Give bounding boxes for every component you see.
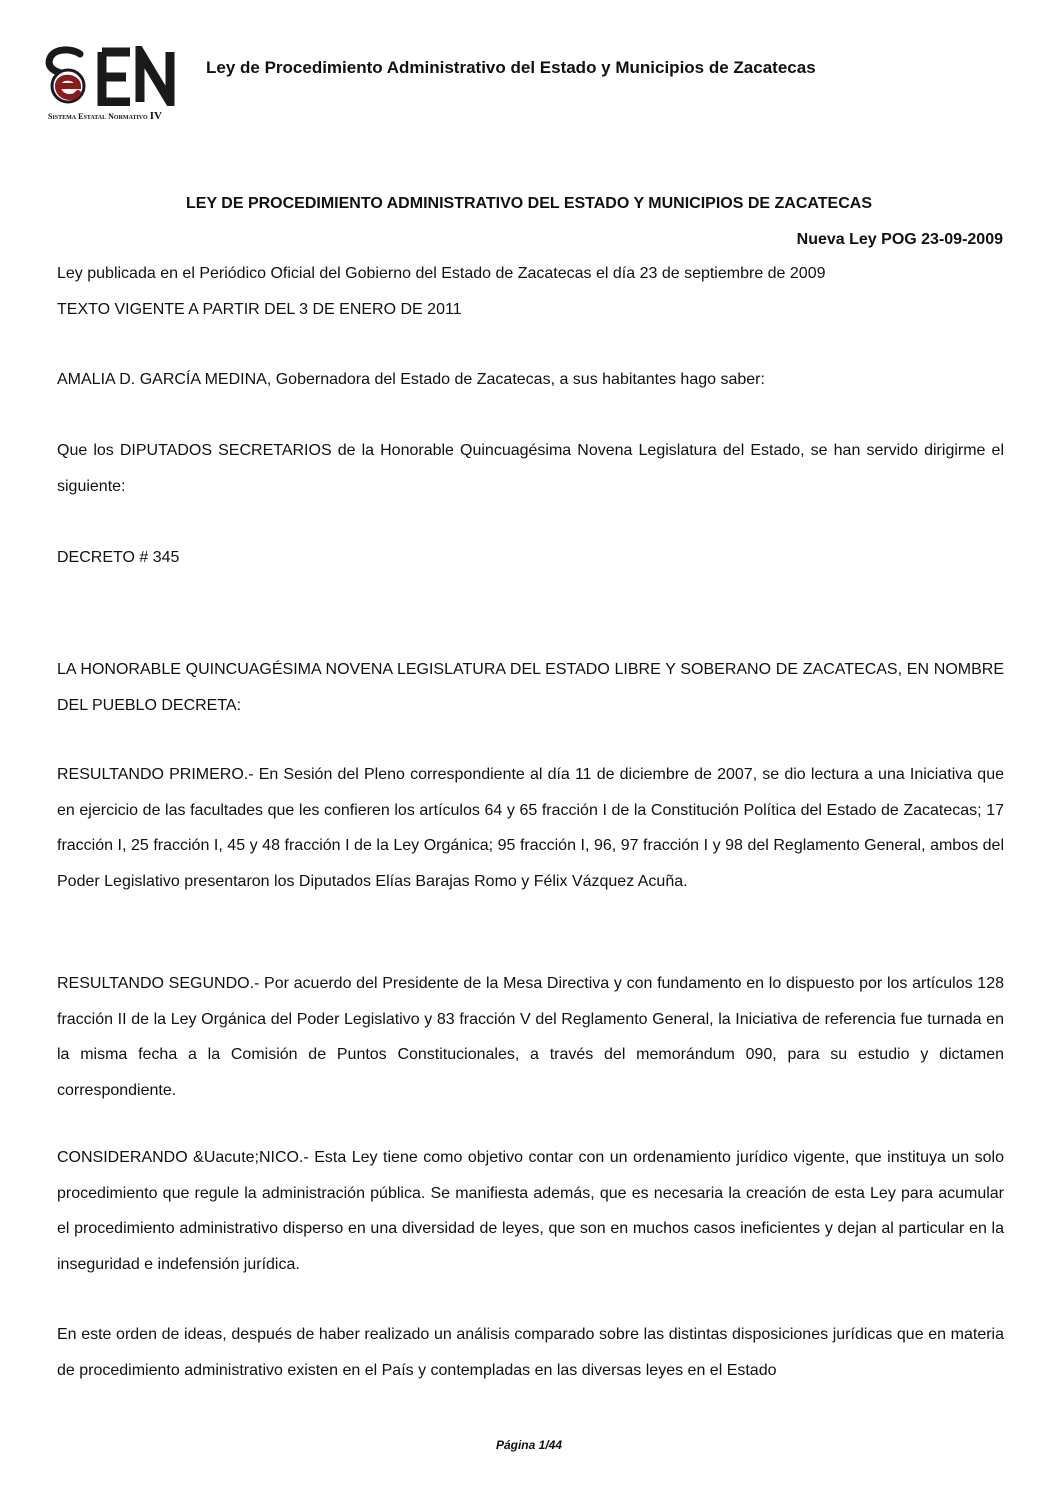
logo-caption-text: Sistema Estatal Normativo xyxy=(48,112,148,121)
decree-number: DECRETO # 345 xyxy=(57,549,180,566)
orden-ideas-paragraph: En este orden de ideas, después de haber realizado un análisis comparado sobre las distintas disposiciones jurídicas que en materia de procedimiento administrativo existen en el País y contempladas en las diversas leyes en el Estado xyxy=(57,1326,1004,1379)
page-number: Página 1/44 xyxy=(495,1438,563,1452)
running-header-title: Ley de Procedimiento Administrativo del Estado y Municipios de Zacatecas xyxy=(206,58,816,77)
reform-note: Nueva Ley POG 23-09-2009 xyxy=(796,231,1003,248)
in-force-line: TEXTO VIGENTE A PARTIR DEL 3 DE ENERO DE 2011 xyxy=(57,301,462,318)
resultando-segundo-paragraph: RESULTANDO SEGUNDO.- Por acuerdo del Presidente de la Mesa Directiva y con fundamento en lo dispuesto por los artículos 128 fracción II de la Ley Orgánica del Poder Legislativo y 83 fracción V del Reglamento General, la Iniciativa de referencia fue turnada en la misma fecha a la Comisión de Puntos Constitucionales, a través del memorándum 090, para su estudio y dictamen correspondiente. xyxy=(57,975,1004,1099)
document-title: LEY DE PROCEDIMIENTO ADMINISTRATIVO DEL ESTADO Y MUNICIPIOS DE ZACATECAS xyxy=(186,195,872,212)
logo-letter-e-big xyxy=(102,52,130,102)
considerando-unico-paragraph: CONSIDERANDO &Uacute;NICO.- Esta Ley tiene como objetivo contar con un ordenamiento jurídico vigente, que instituya un solo procedimiento que regule la administración pública. Se manifiesta además, que es necesaria la creación de esta Ley para acumular el procedimiento administrativo disperso en una diversidad de leyes, que son en muchos casos ineficientes y dejan al particular en la inseguridad e indefensión jurídica. xyxy=(57,1149,1004,1273)
logo-letter-e xyxy=(58,78,78,97)
logo-roman: IV xyxy=(149,110,162,122)
logo-caption xyxy=(48,110,182,123)
sen-logo xyxy=(42,46,182,128)
publication-line: Ley publicada en el Periódico Oficial del Gobierno del Estado de Zacatecas el día 23 de septiembre de 2009 xyxy=(57,265,826,282)
logo-letter-n xyxy=(140,52,170,102)
deputies-paragraph: Que los DIPUTADOS SECRETARIOS de la Honorable Quincuagésima Novena Legislatura del Estado, se han servido dirigirme el siguiente: xyxy=(57,442,1004,495)
resultando-primero-paragraph: RESULTANDO PRIMERO.- En Sesión del Pleno correspondiente al día 11 de diciembre de 2007, se dio lectura a una Iniciativa que en ejercicio de las facultades que les confieren los artículos 64 y 65 fracción I de la Constitución Política del Estado de Zacatecas; 17 fracción I, 25 fracción I, 45 y 48 fracción I de la Ley Orgánica; 95 fracción I, 96, 97 fracción I y 98 del Reglamento General, ambos del Poder Legislativo presentaron los Diputados Elías Barajas Romo y Félix Vázquez Acuña. xyxy=(57,766,1004,890)
legislature-paragraph: LA HONORABLE QUINCUAGÉSIMA NOVENA LEGISLATURA DEL ESTADO LIBRE Y SOBERANO DE ZACATECAS, EN NOMBRE DEL PUEBLO DECRETA: xyxy=(57,661,1004,714)
governor-line: AMALIA D. GARCÍA MEDINA, Gobernadora del Estado de Zacatecas, a sus habitantes hago saber: xyxy=(57,371,765,388)
sen-logo-icon xyxy=(42,46,182,106)
